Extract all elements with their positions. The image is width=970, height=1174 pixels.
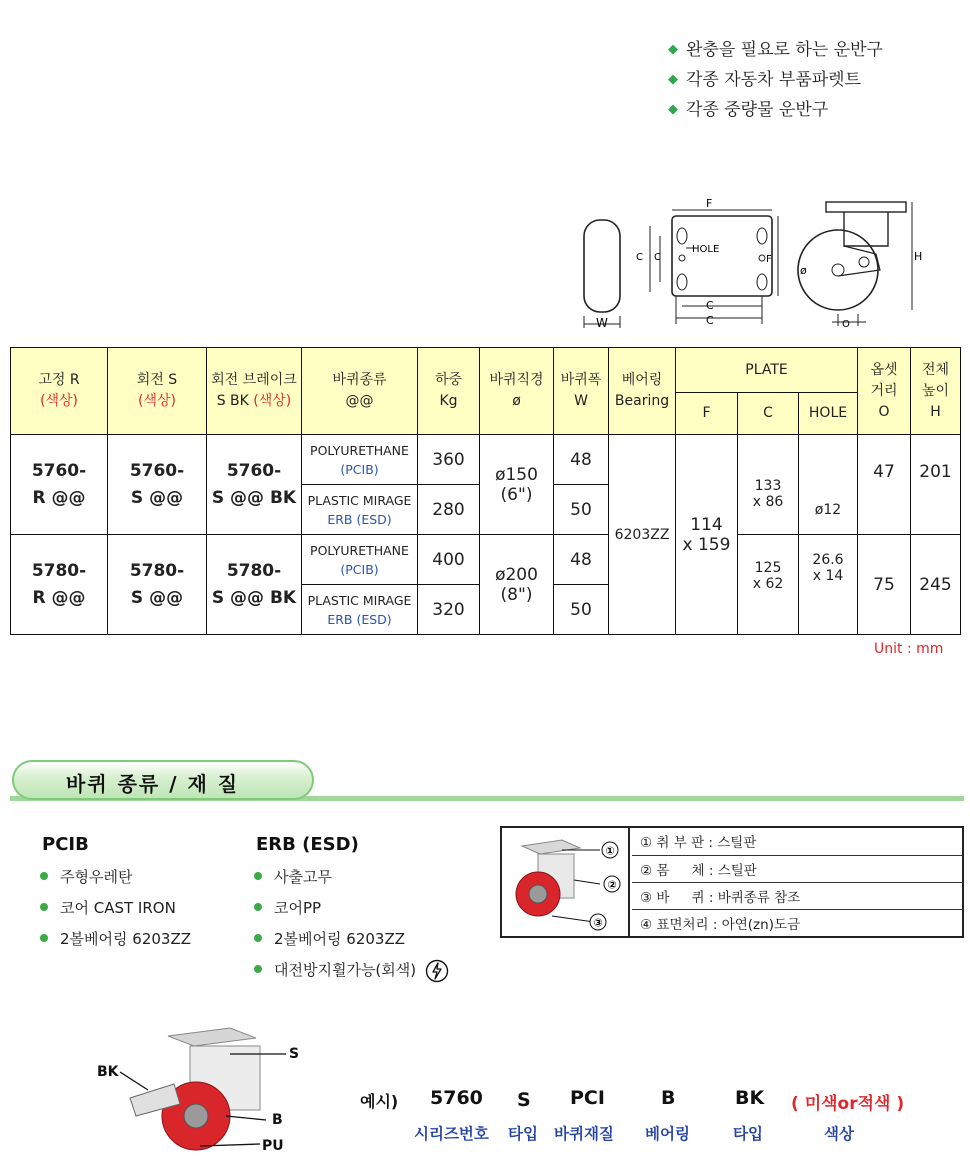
f-label-right: F (766, 254, 772, 265)
example-label-material: 바퀴재질 (554, 1125, 614, 1143)
model-brake-5780: 5780- S @@ BK (207, 535, 302, 635)
brake-caster-illustration (90, 1020, 320, 1160)
width-cell: 50 (554, 485, 609, 535)
example-label-type: 타입 (508, 1125, 538, 1143)
header-fixed: 고정 R (색상) (11, 348, 108, 435)
hole-cell: 26.6 x 14 (799, 535, 858, 635)
model-swivel-5760: 5760- S @@ (108, 435, 207, 535)
erb-title: ERB (ESD) (256, 834, 359, 855)
header-offset: 옵셋 거리 O (858, 348, 911, 435)
section-title: 바퀴 종류 / 재 질 (66, 772, 240, 796)
bullet-dot-icon (40, 903, 48, 911)
example-code-bearing: B (661, 1087, 676, 1109)
parts-row: ④ 표면처리 : 아연(zn)도금 (640, 916, 801, 933)
model-brake-5760: 5760- S @@ BK (207, 435, 302, 535)
parts-box (500, 826, 964, 938)
feature-list (668, 36, 883, 126)
header-plate: PLATE (676, 348, 858, 393)
callout-2: ② (607, 878, 617, 892)
dimension-drawing (576, 196, 936, 332)
parts-row: ③ 바 퀴 : 바퀴종류 참조 (632, 882, 962, 909)
header-wheel-type: 바퀴종류 @@ (302, 348, 418, 435)
load-cell: 400 (418, 535, 480, 585)
header-height: 전체 높이 H (911, 348, 961, 435)
feature-item: ◆ 각종 중량물 운반구 (668, 96, 883, 126)
plate-f-cell: 114 x 159 (676, 435, 738, 635)
pcib-list (40, 862, 191, 955)
erb-list (254, 862, 449, 986)
h-label: H (914, 250, 923, 263)
material-cell: PLASTIC MIRAGE ERB (ESD) (302, 485, 418, 535)
offset-cell: 47 (858, 435, 911, 535)
hole-cell: ø12 (799, 435, 858, 535)
model-fixed-5760: 5760- R @@ (11, 435, 108, 535)
header-swivel: 회전 S (색상) (108, 348, 207, 435)
header-load: 하중 Kg (418, 348, 480, 435)
header-plate-f: F (676, 393, 738, 435)
c-label-left2: C (654, 252, 661, 263)
pcib-title: PCIB (42, 834, 89, 855)
list-item: 2볼베어링 6203ZZ (254, 924, 449, 955)
bullet-dot-icon (254, 872, 262, 880)
header-diameter: 바퀴직경 ø (480, 348, 554, 435)
width-cell: 48 (554, 435, 609, 485)
plate-c-cell: 125 x 62 (738, 535, 799, 635)
material-cell: POLYURETHANE (PCIB) (302, 535, 418, 585)
bullet-dot-icon (40, 934, 48, 942)
caster-illustration (502, 828, 628, 936)
bullet-dot-icon (254, 903, 262, 911)
width-cell: 48 (554, 535, 609, 585)
example-code-material: PCI (570, 1087, 605, 1109)
o-label: O (842, 319, 850, 330)
bullet-dot-icon (254, 965, 262, 973)
example-code-type: S (517, 1089, 531, 1111)
list-item: 2볼베어링 6203ZZ (40, 924, 191, 955)
bullet-dot-icon (254, 934, 262, 942)
antistatic-icon (425, 959, 449, 983)
plate-c-cell: 133 x 86 (738, 435, 799, 535)
example-label-color: 색상 (824, 1125, 854, 1143)
header-brake: 회전 브레이크 S BK (색상) (207, 348, 302, 435)
list-item: 사출고무 (254, 862, 449, 893)
parts-table (632, 828, 962, 936)
list-item: 코어PP (254, 893, 449, 924)
example-prefix: 예시) (360, 1092, 399, 1111)
example-code-series: 5760 (430, 1087, 483, 1109)
bearing-cell: 6203ZZ (609, 435, 676, 635)
f-label-top: F (706, 197, 713, 210)
diameter-label: ø (800, 264, 807, 277)
callout-3: ③ (593, 916, 603, 930)
parts-row: ① 취 부 판 : 스틸판 (632, 828, 962, 855)
header-plate-c: C (738, 393, 799, 435)
feature-item: ◆ 완충을 필요로 하는 운반구 (668, 36, 883, 66)
w-label: W (596, 316, 608, 330)
offset-cell: 75 (858, 535, 911, 635)
caster-parts-image (502, 828, 630, 936)
parts-row: ② 몸 체 : 스틸판 (632, 855, 962, 882)
c-label-bottom1: C (706, 299, 714, 312)
material-cell: POLYURETHANE (PCIB) (302, 435, 418, 485)
unit-note: Unit : mm (874, 641, 944, 657)
callout-pu: PU (262, 1138, 284, 1154)
example-label-series: 시리즈번호 (414, 1125, 489, 1143)
diamond-bullet-icon: ◆ (668, 42, 678, 57)
callout-1: ① (605, 844, 615, 858)
diamond-bullet-icon: ◆ (668, 102, 678, 117)
width-cell: 50 (554, 585, 609, 635)
hole-label: HOLE (692, 244, 720, 255)
example-code-color: ( 미색or적색 ) (791, 1094, 905, 1114)
c-label-left1: C (636, 252, 643, 263)
load-cell: 280 (418, 485, 480, 535)
model-swivel-5780: 5780- S @@ (108, 535, 207, 635)
height-cell: 245 (911, 535, 961, 635)
callout-bk: BK (97, 1064, 119, 1080)
header-plate-hole: HOLE (799, 393, 858, 435)
diameter-cell: ø150 (6") (480, 435, 554, 535)
callout-s: S (289, 1046, 300, 1062)
example-label-brake-type: 타입 (733, 1125, 763, 1143)
list-item: 코어 CAST IRON (40, 893, 191, 924)
spec-table (10, 347, 961, 635)
example-code-brake: BK (735, 1087, 765, 1109)
model-fixed-5780: 5780- R @@ (11, 535, 108, 635)
diamond-bullet-icon: ◆ (668, 72, 678, 87)
load-cell: 360 (418, 435, 480, 485)
header-bearing: 베어링 Bearing (609, 348, 676, 435)
load-cell: 320 (418, 585, 480, 635)
list-item: 대전방지휠가능(회색) (254, 955, 449, 986)
bullet-dot-icon (40, 872, 48, 880)
header-width: 바퀴폭 W (554, 348, 609, 435)
c-label-bottom2: C (706, 314, 714, 327)
height-cell: 201 (911, 435, 961, 535)
callout-b: B (272, 1112, 283, 1128)
diameter-cell: ø200 (8") (480, 535, 554, 635)
list-item: 주형우레탄 (40, 862, 191, 893)
feature-item: ◆ 각종 자동차 부품파렛트 (668, 66, 883, 96)
example-label-bearing: 베어링 (645, 1125, 690, 1143)
material-cell: PLASTIC MIRAGE ERB (ESD) (302, 585, 418, 635)
